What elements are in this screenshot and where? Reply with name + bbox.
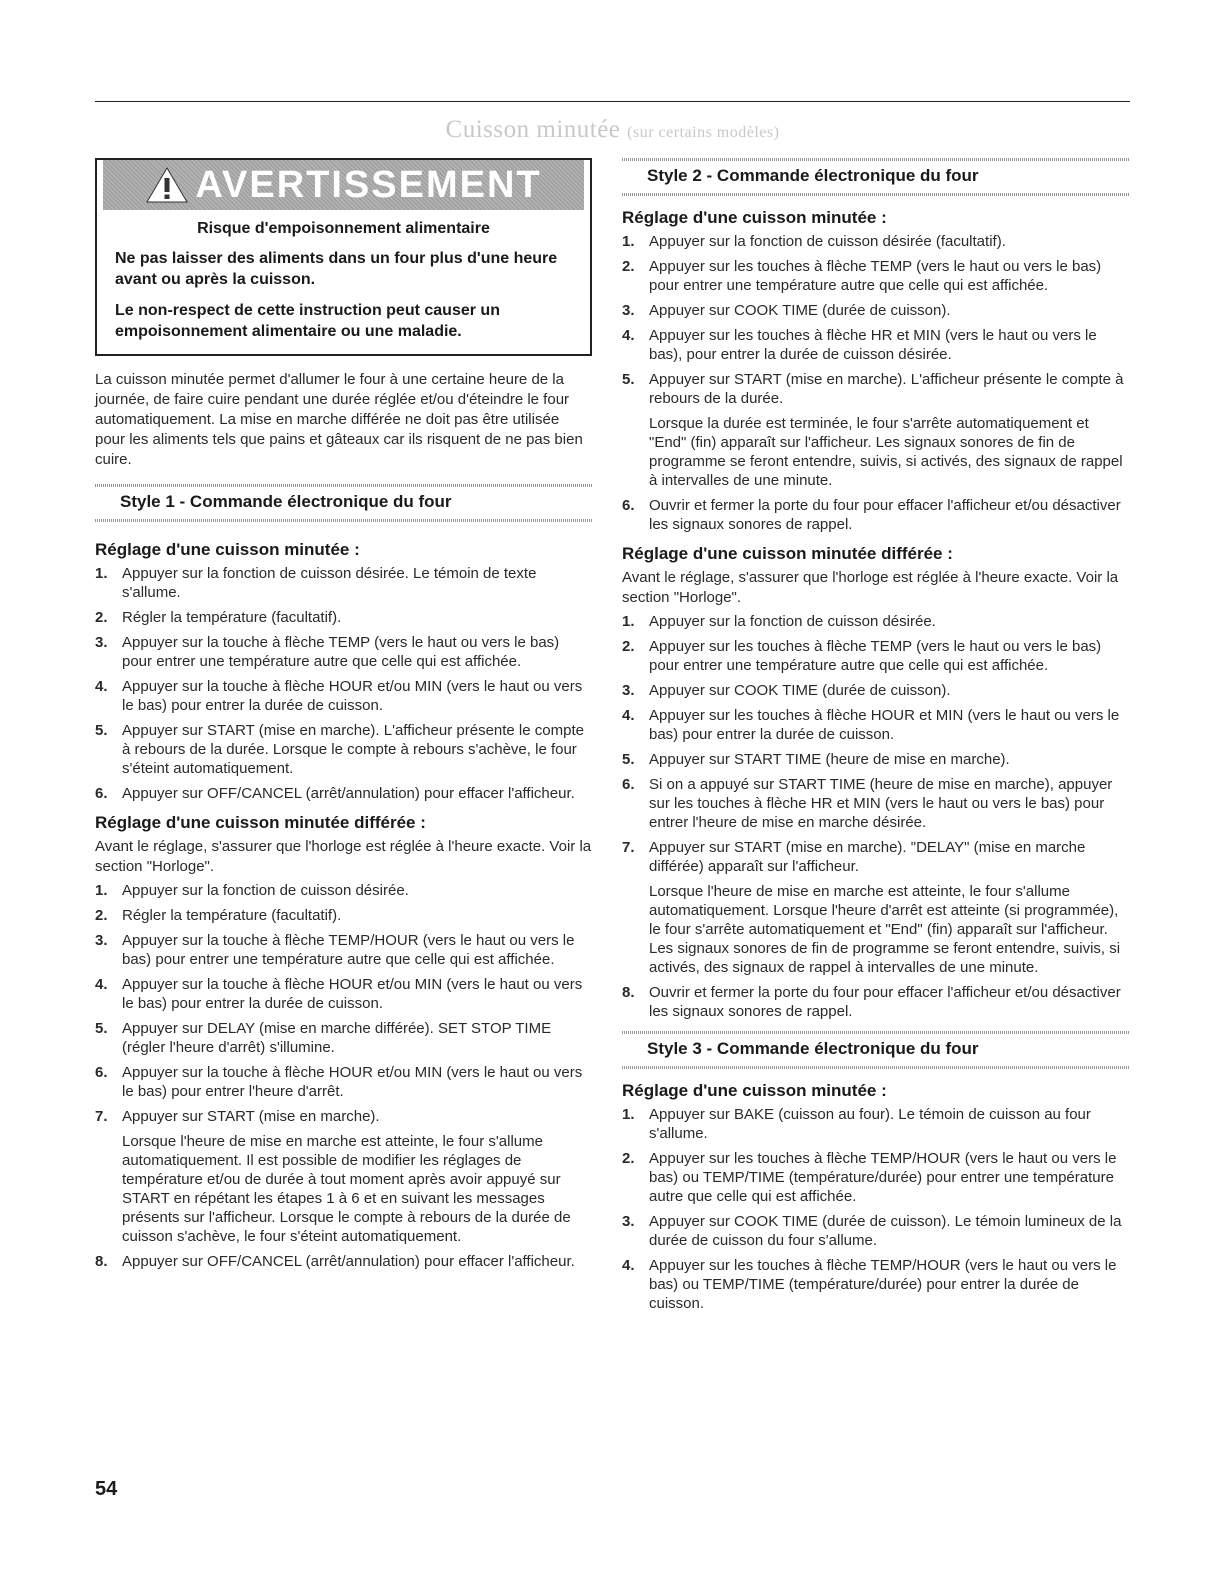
step-number: 2. xyxy=(622,1150,635,1167)
step-number: 6. xyxy=(622,497,635,514)
step-text: Appuyer sur la touche à flèche TEMP/HOUR (vers le haut ou vers le bas) pour entrer une température autre que celle qui est affichée. xyxy=(122,932,575,968)
list-item xyxy=(95,1063,592,1101)
style3-heading-text: Style 3 - Commande électronique du four xyxy=(647,1039,979,1058)
step-text: Appuyer sur la touche à flèche HOUR et/ou MIN (vers le haut ou vers le bas) pour entrer la durée de cuisson. xyxy=(122,976,583,1012)
step-detail: Lorsque l'heure de mise en marche est atteinte, le four s'allume automatiquement. Lorsque l'heure d'arrêt est atteinte (si programmée), le four s'arrête automatiquement et "End" (fin) apparaît sur l'afficheur. Les signaux sonores de fin de programme se feront entendre, suivis, si activés, des signaux de rappel à intervalles de une minute. xyxy=(649,883,1121,976)
list-item xyxy=(95,784,592,803)
list-item xyxy=(622,1149,1130,1206)
step-number: 1. xyxy=(95,882,108,899)
style2-heading xyxy=(622,158,1130,196)
list-item xyxy=(95,721,592,778)
step-text: Régler la température (facultatif). xyxy=(122,907,342,924)
list-item xyxy=(95,633,592,671)
list-item xyxy=(622,775,1130,832)
step-text: Appuyer sur la touche à flèche TEMP (vers le haut ou vers le bas) pour entrer une température autre que celle qui est affichée. xyxy=(122,634,560,670)
step-number: 2. xyxy=(95,609,108,626)
style1-delayed-note: Avant le réglage, s'assurer que l'horloge est réglée à l'heure exacte. Voir la section "Horloge". xyxy=(95,838,592,875)
step-text: Appuyer sur les touches à flèche TEMP (vers le haut ou vers le bas) pour entrer une température autre que celle qui est affichée. xyxy=(649,638,1102,674)
step-number: 4. xyxy=(95,976,108,993)
warning-banner xyxy=(103,160,584,210)
step-number: 1. xyxy=(95,565,108,582)
step-number: 3. xyxy=(95,932,108,949)
step-text: Appuyer sur la fonction de cuisson désirée. xyxy=(649,613,936,630)
style1-heading-text: Style 1 - Commande électronique du four xyxy=(120,492,452,511)
step-text: Appuyer sur la fonction de cuisson désirée. xyxy=(122,882,409,899)
page-title-main: Cuisson minutée xyxy=(445,116,621,143)
step-text: Appuyer sur la touche à flèche HOUR et/ou MIN (vers le haut ou vers le bas) pour entrer l'heure d'arrêt. xyxy=(122,1064,583,1100)
step-text: Si on a appuyé sur START TIME (heure de mise en marche), appuyer sur les touches à flèche HR et MIN (vers le haut ou vers le bas) pour entrer l'heure de mise en marche désirée. xyxy=(649,776,1113,831)
list-item xyxy=(95,608,592,627)
list-item xyxy=(95,975,592,1013)
style3-timed-heading: Réglage d'une cuisson minutée : xyxy=(622,1081,887,1100)
intro-paragraph: La cuisson minutée permet d'allumer le four à une certaine heure de la journée, de faire cuire pendant une durée réglée et/ou d'éteindre le four automatiquement. La mise en marche différée ne doit pas être utilisée pour les aliments tels que pains et gâteaux car ils risquent de ne pas bien cuire. xyxy=(95,371,583,468)
step-number: 5. xyxy=(95,722,108,739)
step-number: 1. xyxy=(622,233,635,250)
warning-subtitle: Risque d'empoisonnement alimentaire xyxy=(197,220,490,237)
step-text: Appuyer sur les touches à flèche HOUR et MIN (vers le haut ou vers le bas) pour entrer la durée de cuisson. xyxy=(649,707,1120,743)
step-number: 4. xyxy=(95,678,108,695)
warning-banner-word: AVERTISSEMENT xyxy=(195,163,542,206)
step-text: Appuyer sur la fonction de cuisson désirée. Le témoin de texte s'allume. xyxy=(122,565,537,601)
list-item xyxy=(622,1256,1130,1313)
list-item xyxy=(95,881,592,900)
list-item xyxy=(622,637,1130,675)
list-item xyxy=(622,750,1130,769)
step-text: Ouvrir et fermer la porte du four pour effacer l'afficheur et/ou désactiver les signaux sonores de rappel. xyxy=(649,497,1121,533)
list-item xyxy=(622,496,1130,534)
step-text: Appuyer sur COOK TIME (durée de cuisson). Le témoin lumineux de la durée de cuisson du four s'allume. xyxy=(649,1213,1122,1249)
step-number: 3. xyxy=(95,634,108,651)
step-text: Appuyer sur les touches à flèche HR et MIN (vers le haut ou vers le bas), pour entrer la durée de cuisson désirée. xyxy=(649,327,1097,363)
step-number: 7. xyxy=(622,839,635,856)
style1-heading xyxy=(95,484,592,522)
step-number: 2. xyxy=(95,907,108,924)
style2-delayed-heading: Réglage d'une cuisson minutée différée : xyxy=(622,544,953,563)
style2-delayed-note: Avant le réglage, s'assurer que l'horloge est réglée à l'heure exacte. Voir la section "Horloge". xyxy=(622,569,1119,606)
style1-delayed-heading: Réglage d'une cuisson minutée différée : xyxy=(95,813,426,832)
warning-line-1: Ne pas laisser des aliments dans un four plus d'une heure avant ou après la cuisson. xyxy=(115,250,558,288)
step-text: Appuyer sur DELAY (mise en marche différée). SET STOP TIME (régler l'heure d'arrêt) s'illumine. xyxy=(122,1020,552,1056)
list-item xyxy=(622,612,1130,631)
step-number: 6. xyxy=(622,776,635,793)
style2-delayed-steps xyxy=(622,612,1130,1021)
list-item xyxy=(95,931,592,969)
step-number: 5. xyxy=(622,371,635,388)
step-number: 8. xyxy=(95,1253,108,1270)
step-text: Appuyer sur COOK TIME (durée de cuisson). xyxy=(649,682,951,699)
step-text: Régler la température (facultatif). xyxy=(122,609,342,626)
list-item xyxy=(95,1107,592,1246)
style2-timed-heading: Réglage d'une cuisson minutée : xyxy=(622,208,887,227)
warning-line-2: Le non-respect de cette instruction peut causer un empoisonnement alimentaire ou une maladie. xyxy=(115,302,500,340)
warning-box xyxy=(95,158,592,356)
list-item xyxy=(622,232,1130,251)
list-item xyxy=(622,681,1130,700)
list-item xyxy=(622,706,1130,744)
step-text: Appuyer sur START (mise en marche). L'afficheur présente le compte à rebours de la durée. Lorsque le compte à rebours s'achève, le four s'éteint automatiquement. xyxy=(122,722,584,777)
step-number: 1. xyxy=(622,1106,635,1123)
page-title-subtitle: (sur certains modèles) xyxy=(627,124,780,141)
list-item xyxy=(622,838,1130,977)
step-number: 4. xyxy=(622,1257,635,1274)
style2-timed-steps xyxy=(622,232,1130,534)
step-number: 4. xyxy=(622,707,635,724)
list-item xyxy=(95,906,592,925)
page-number: 54 xyxy=(95,1478,118,1500)
warning-body xyxy=(97,210,590,354)
list-item xyxy=(622,370,1130,490)
step-number: 3. xyxy=(622,682,635,699)
top-rule xyxy=(95,101,1130,102)
step-text: Appuyer sur la fonction de cuisson désirée (facultatif). xyxy=(649,233,1006,250)
step-text: Ouvrir et fermer la porte du four pour effacer l'afficheur et/ou désactiver les signaux sonores de rappel. xyxy=(649,984,1121,1020)
left-column xyxy=(95,158,592,1281)
step-text: Appuyer sur START (mise en marche). "DELAY" (mise en marche différée) apparaît sur l'afficheur. xyxy=(649,839,1086,875)
step-number: 3. xyxy=(622,302,635,319)
step-number: 5. xyxy=(95,1020,108,1037)
style3-timed-steps xyxy=(622,1105,1130,1313)
style3-heading xyxy=(622,1031,1130,1069)
list-item xyxy=(622,1212,1130,1250)
warning-triangle-icon xyxy=(145,165,189,205)
step-number: 3. xyxy=(622,1213,635,1230)
step-text: Appuyer sur OFF/CANCEL (arrêt/annulation) pour effacer l'afficheur. xyxy=(122,785,575,802)
style1-timed-steps xyxy=(95,564,592,803)
step-number: 6. xyxy=(95,1064,108,1081)
step-number: 7. xyxy=(95,1108,108,1125)
list-item xyxy=(95,1252,592,1271)
step-number: 1. xyxy=(622,613,635,630)
step-text: Appuyer sur OFF/CANCEL (arrêt/annulation) pour effacer l'afficheur. xyxy=(122,1253,575,1270)
list-item xyxy=(622,983,1130,1021)
step-text: Appuyer sur les touches à flèche TEMP/HOUR (vers le haut ou vers le bas) ou TEMP/TIME (température/durée) pour entrer une température autre que celle qui est affichée. xyxy=(649,1150,1117,1205)
list-item xyxy=(622,326,1130,364)
page-title xyxy=(0,116,1225,144)
list-item xyxy=(95,564,592,602)
step-text: Appuyer sur les touches à flèche TEMP/HOUR (vers le haut ou vers le bas) ou TEMP/TIME (température/durée) pour entrer la durée de cuisson. xyxy=(649,1257,1117,1312)
step-text: Appuyer sur COOK TIME (durée de cuisson). xyxy=(649,302,951,319)
right-column xyxy=(622,158,1130,1323)
list-item xyxy=(95,677,592,715)
list-item xyxy=(95,1019,592,1057)
step-number: 4. xyxy=(622,327,635,344)
step-number: 6. xyxy=(95,785,108,802)
step-number: 2. xyxy=(622,258,635,275)
list-item xyxy=(622,301,1130,320)
step-number: 8. xyxy=(622,984,635,1001)
step-text: Appuyer sur START TIME (heure de mise en marche). xyxy=(649,751,1010,768)
step-number: 5. xyxy=(622,751,635,768)
style2-heading-text: Style 2 - Commande électronique du four xyxy=(647,166,979,185)
step-text: Appuyer sur START (mise en marche). L'afficheur présente le compte à rebours de la durée. xyxy=(649,371,1124,407)
step-detail: Lorsque la durée est terminée, le four s'arrête automatiquement et "End" (fin) apparaît sur l'afficheur. Les signaux sonores de fin de programme se feront entendre, suivis, si activés, des signaux de rappel à intervalles de une minute. xyxy=(649,415,1123,489)
list-item xyxy=(622,257,1130,295)
step-detail: Lorsque l'heure de mise en marche est atteinte, le four s'allume automatiquement. Il est possible de modifier les réglages de température et/ou de durée à tout moment après avoir appuyé sur START en répétant les étapes 1 à 6 et en suivant les messages présents sur l'afficheur. Lorsque le compte à rebours de la durée de cuisson s'achève, le four s'éteint automatiquement. xyxy=(122,1133,571,1245)
step-number: 2. xyxy=(622,638,635,655)
step-text: Appuyer sur les touches à flèche TEMP (vers le haut ou vers le bas) pour entrer une température autre que celle qui est affichée. xyxy=(649,258,1102,294)
style1-timed-heading: Réglage d'une cuisson minutée : xyxy=(95,540,360,559)
step-text: Appuyer sur la touche à flèche HOUR et/ou MIN (vers le haut ou vers le bas) pour entrer la durée de cuisson. xyxy=(122,678,583,714)
step-text: Appuyer sur BAKE (cuisson au four). Le témoin de cuisson au four s'allume. xyxy=(649,1106,1091,1142)
list-item xyxy=(622,1105,1130,1143)
step-text: Appuyer sur START (mise en marche). xyxy=(122,1108,380,1125)
style1-delayed-steps xyxy=(95,881,592,1271)
